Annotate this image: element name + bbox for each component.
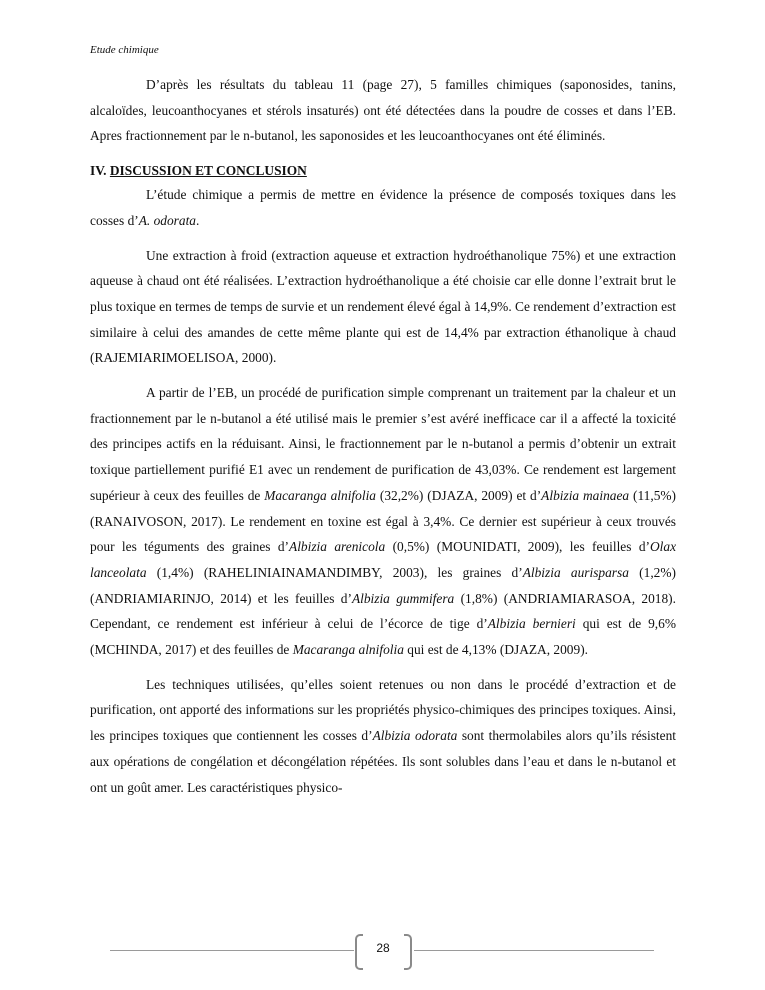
text-run: sont thermolabiles alors qu’ils résistent aux opérations de congélation et décongélation répétées. Ils sont solubles dans l’eau et dans le n-butanol et ont un goût amer. Les caractéristiques physico- — [90, 728, 676, 795]
section-title: DISCUSSION ET CONCLUSION — [109, 163, 307, 179]
text-run: (0,5%) (MOUNIDATI, 2009), les feuilles d’ — [385, 539, 650, 555]
paragraph-results: D’après les résultats du tableau 11 (page 27), 5 familles chimiques (saponosides, tanins, alcaloïdes, leucoanthocyanes et stérols insaturés) ont été détectées dans la poudre de cosses et dans l’EB. Apres fractionnement par le n-butanol, les saponosides et les leucoanthocyanes ont été éliminés. — [90, 77, 676, 144]
paragraph-extraction: Une extraction à froid (extraction aqueuse et extraction hydroéthanolique 75%) et une extraction aqueuse à chaud ont été réalisées. L’extraction hydroéthanolique a été choisie car elle donne l’extrait brut le plus toxique en termes de temps de survie et un rendement élevé égal à 14,9%. Ce rendement d’extraction est similaire à celui des amandes de cette même plante qui est de 14,4% par extraction éthanolique à chaud (RAJEMIARIMOELISOA, 2000). — [90, 247, 677, 366]
text-run: A partir de l’EB, un procédé de purification simple comprenant un traitement par la chaleur et un fractionnement par le n-butanol a été utilisé mais le premier s’est avéré inefficace car il a affecté la toxicité des principes actifs en la réduisant. Ainsi, le fractionnement par le n-butanol a permis d’obtenir un extrait toxique partiellement purifié E1 avec un rendement de purification de 43,03%. Ce rendement est largement supérieur à ceux des feuilles de — [90, 385, 676, 503]
species-name: Macaranga alnifolia — [264, 487, 376, 503]
paragraph-techniques — [90, 672, 676, 801]
footer-rule-right — [414, 950, 654, 951]
text-run: qui est de 9,6% (MCHINDA, 2017) et des feuilles de — [90, 616, 676, 658]
paragraph-purification — [90, 380, 676, 663]
species-name: Albizia bernieri — [487, 616, 576, 632]
text-run: qui est de 4,13% (DJAZA, 2009). — [403, 642, 589, 658]
text-run: (1,4%) (RAHELINIAINAMANDIMBY, 2003), les graines d’ — [146, 564, 523, 580]
text-run: L’étude chimique a permis de mettre en évidence la présence de composés toxiques dans les cosses d’ — [90, 187, 676, 228]
section-heading — [90, 160, 676, 182]
text-run: (11,5%) (RANAIVOSON, 2017). Le rendement en toxine est égal à 3,4%. Ce dernier est supérieur à ceux trouvés pour les téguments des graines d’ — [90, 487, 677, 555]
body-text — [90, 72, 676, 800]
species-name: A. odorata — [138, 212, 197, 228]
text-run: (1,8%) (ANDRIAMIARASOA, 2018). Cependant, ce rendement est inférieur à celui de l’écorce de tige d’ — [90, 590, 676, 632]
page-number: 28 — [376, 941, 390, 955]
species-name: Albizia mainaea — [541, 487, 630, 503]
text-run: . — [196, 212, 200, 228]
paragraph-study — [90, 182, 676, 233]
species-name: Olax lanceolata — [90, 539, 677, 580]
text-run: (1,2%) (ANDRIAMIARINJO, 2014) et les feuilles d’ — [90, 564, 676, 606]
footer-rule-left — [110, 950, 354, 951]
species-name: Macaranga alnifolia — [292, 642, 404, 658]
species-name: Albizia aurisparsa — [522, 564, 629, 580]
species-name: Albizia gummifera — [351, 590, 455, 606]
section-number: IV. — [90, 163, 107, 179]
text-run: Les techniques utilisées, qu’elles soient retenues ou non dans le procédé d’extraction et de purification, ont apporté des informations sur les propriétés physico-chimiques des principes toxiques. Ainsi, les principes toxiques que contiennent les cosses d’ — [90, 676, 676, 744]
running-header: Etude chimique — [90, 44, 159, 56]
species-name: Albizia odorata — [372, 728, 458, 744]
species-name: Albizia arenicola — [289, 539, 386, 555]
text-run: (32,2%) (DJAZA, 2009) et d’ — [375, 487, 542, 503]
